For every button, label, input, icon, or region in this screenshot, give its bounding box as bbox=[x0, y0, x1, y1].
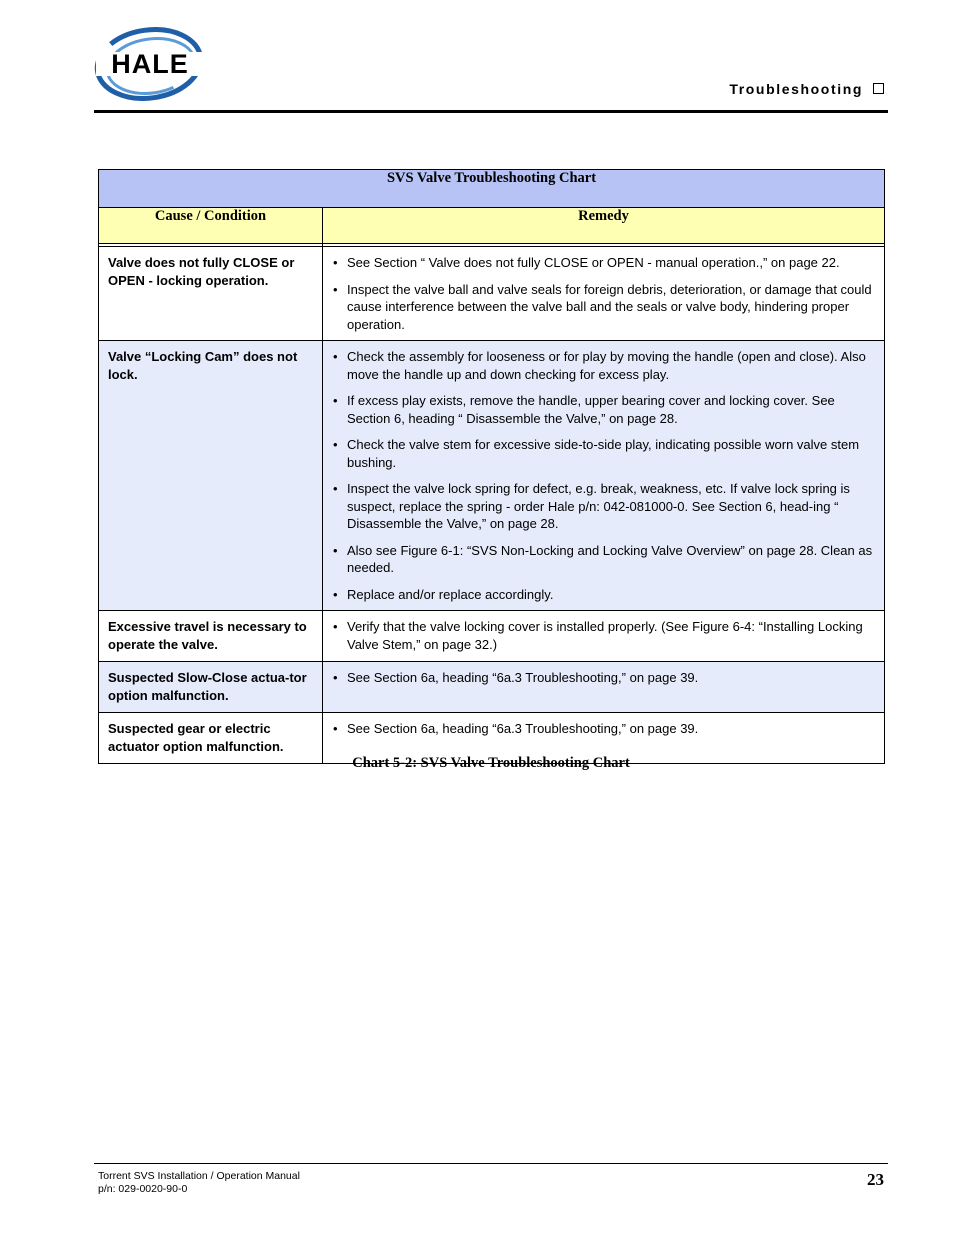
column-header-remedy: Remedy bbox=[323, 208, 885, 244]
remedy-item: • If excess play exists, remove the handle, upper bearing cover and locking cover. See Section 6, heading “ Disassemble the Valve,” on page 28. bbox=[331, 392, 874, 427]
footer-info bbox=[98, 1170, 300, 1196]
part-number: p/n: 029-0020-90-0 bbox=[98, 1183, 188, 1195]
manual-title: Torrent SVS Installation / Operation Manual bbox=[98, 1170, 300, 1182]
footer-rule bbox=[94, 1163, 888, 1164]
remedy-item: • See Section 6a, heading “6a.3 Troubleshooting,” on page 39. bbox=[331, 669, 874, 687]
remedy-item: • Replace and/or replace accordingly. bbox=[331, 586, 874, 604]
remedy-item: • Also see Figure 6-1: “SVS Non-Locking and Locking Valve Overview” on page 28. Clean as needed. bbox=[331, 542, 874, 577]
remedy-list bbox=[331, 669, 874, 687]
table-row bbox=[99, 247, 885, 341]
remedy-item: • Verify that the valve locking cover is installed properly. (See Figure 6-4: “Installing Locking Valve Stem,” on page 32.) bbox=[331, 618, 874, 653]
table-row bbox=[99, 662, 885, 713]
cause-cell: Suspected Slow-Close actua-tor option malfunction. bbox=[99, 662, 323, 713]
page-number: 23 bbox=[867, 1170, 884, 1189]
table-header-row bbox=[99, 208, 885, 244]
remedy-list bbox=[331, 254, 874, 333]
remedy-list bbox=[331, 618, 874, 653]
remedy-item: • Check the assembly for looseness or for play by moving the handle (open and close). Also move the handle up and down checking for excess play. bbox=[331, 348, 874, 383]
hale-logo bbox=[94, 27, 206, 101]
checkbox-square-icon bbox=[873, 83, 884, 94]
remedy-item: • Inspect the valve ball and valve seals for foreign debris, deterioration, or damage that could cause interference between the valve ball and the seals or valve body, hindering proper operation. bbox=[331, 281, 874, 334]
section-header bbox=[729, 81, 884, 97]
table-body bbox=[99, 247, 885, 764]
remedy-item: • Inspect the valve lock spring for defect, e.g. break, weakness, etc. If valve lock spring is suspect, replace the spring - order Hale p/n: 042-081000-0. See Section 6, head-ing “ Disassemble the Valve,” on page 28. bbox=[331, 480, 874, 533]
remedy-cell bbox=[323, 247, 885, 341]
table-title: SVS Valve Troubleshooting Chart bbox=[99, 170, 885, 208]
cause-cell: Excessive travel is necessary to operate the valve. bbox=[99, 611, 323, 662]
logo-text: HALE bbox=[111, 49, 189, 79]
remedy-item: • See Section “ Valve does not fully CLOSE or OPEN - manual operation.,” on page 22. bbox=[331, 254, 874, 272]
cause-cell: Valve “Locking Cam” does not lock. bbox=[99, 341, 323, 611]
remedy-list bbox=[331, 348, 874, 603]
header-rule bbox=[94, 110, 888, 113]
remedy-item: • See Section 6a, heading “6a.3 Troubleshooting,” on page 39. bbox=[331, 720, 874, 738]
remedy-item: • Check the valve stem for excessive side-to-side play, indicating possible worn valve stem bushing. bbox=[331, 436, 874, 471]
cause-cell: Valve does not fully CLOSE or OPEN - locking operation. bbox=[99, 247, 323, 341]
cause-cell: Suspected gear or electric actuator option malfunction. bbox=[99, 713, 323, 764]
chart-caption: Chart 5-2: SVS Valve Troubleshooting Chart bbox=[352, 755, 630, 771]
remedy-cell bbox=[323, 662, 885, 713]
section-title: Troubleshooting bbox=[729, 81, 863, 97]
remedy-list bbox=[331, 720, 874, 738]
table-row bbox=[99, 341, 885, 611]
remedy-cell bbox=[323, 611, 885, 662]
column-header-cause: Cause / Condition bbox=[99, 208, 323, 244]
troubleshooting-table bbox=[98, 169, 885, 764]
remedy-cell bbox=[323, 341, 885, 611]
table-row bbox=[99, 611, 885, 662]
table-title-row bbox=[99, 170, 885, 208]
